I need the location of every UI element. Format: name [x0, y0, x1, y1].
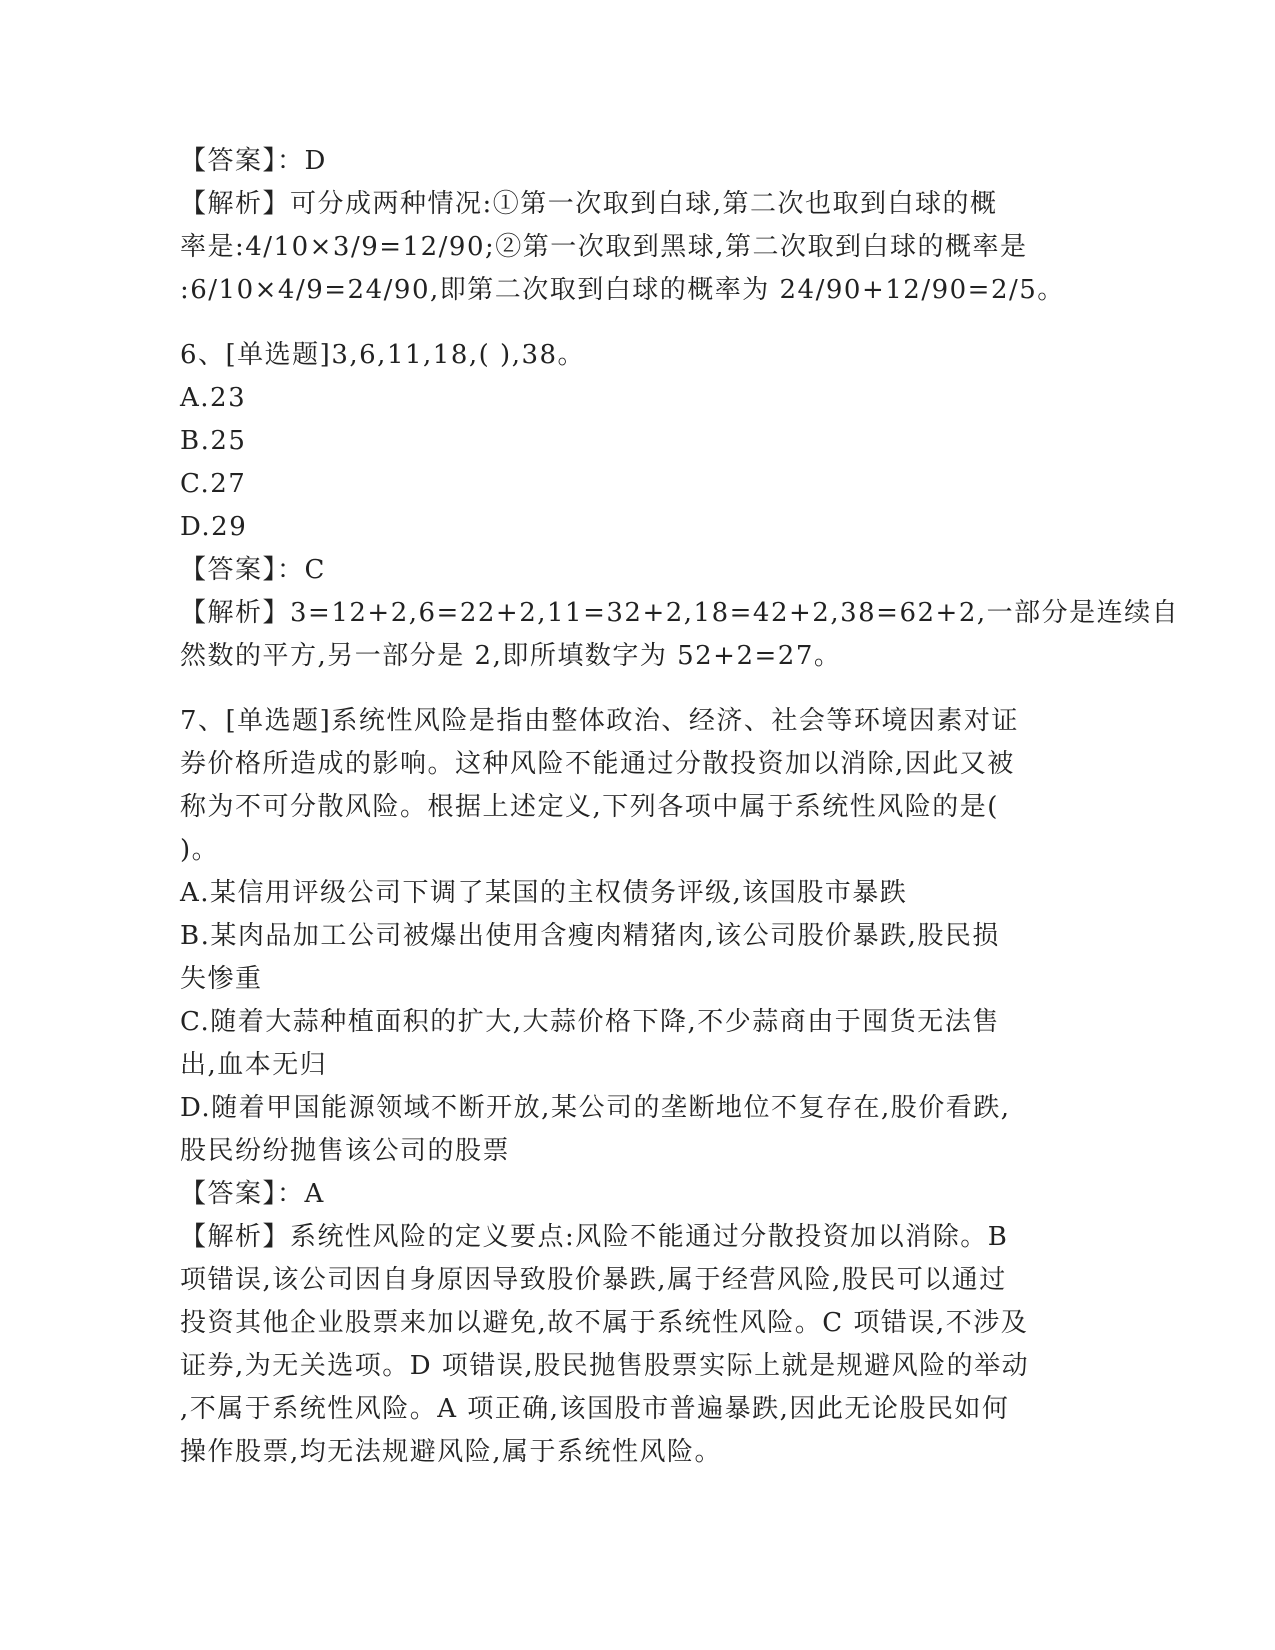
option-a-q7: A.某信用评级公司下调了某国的主权债务评级,该国股市暴跌: [180, 878, 908, 908]
option-c-q7: C.随着大蒜种植面积的扩大,大蒜价格下降,不少蒜商由于囤货无法售: [180, 1007, 1000, 1037]
option-c-q6: C.27: [180, 469, 247, 499]
question-stem-q7: 券价格所造成的影响。这种风险不能通过分散投资加以消除,因此又被: [180, 749, 1015, 779]
question-stem-q7: )。: [180, 835, 220, 865]
option-d-q7: 股民纷纷抛售该公司的股票: [180, 1136, 511, 1166]
answer-line-q7: 【答案】：A: [180, 1179, 325, 1209]
option-d-q7: D.随着甲国能源领域不断开放,某公司的垄断地位不复存在,股价看跌,: [180, 1093, 1011, 1123]
option-c-q7: 出,血本无归: [180, 1050, 328, 1080]
answer-line-q5: 【答案】：D: [180, 146, 327, 176]
option-d-q6: D.29: [180, 512, 248, 542]
analysis-line-q7: 项错误,该公司因自身原因导致股价暴跌,属于经营风险,股民可以通过: [180, 1265, 1007, 1295]
analysis-line-q7: 【解析】系统性风险的定义要点:风险不能通过分散投资加以消除。B: [180, 1222, 1009, 1252]
option-a-q6: A.23: [180, 383, 247, 413]
analysis-line-q5: :6/10×4/9=24/90,即第二次取到白球的概率为 24/90+12/90=2/5。: [180, 275, 1065, 305]
spacer: [180, 312, 1080, 334]
analysis-line-q5: 率是:4/10×3/9=12/90;②第一次取到黑球,第二次取到白球的概率是: [180, 232, 1028, 262]
question-stem-q7: 7、[单选题]系统性风险是指由整体政治、经济、社会等环境因素对证: [180, 706, 1019, 736]
answer-line-q6: 【答案】：C: [180, 555, 326, 585]
analysis-line-q6: 然数的平方,另一部分是 2,即所填数字为 52+2=27。: [180, 641, 842, 671]
analysis-line-q6: 【解析】3=12+2,6=22+2,11=32+2,18=42+2,38=62+2,一部分是连续自: [180, 598, 1180, 628]
option-b-q6: B.25: [180, 426, 247, 456]
analysis-line-q7: 操作股票,均无法规避风险,属于系统性风险。: [180, 1437, 723, 1467]
spacer: [180, 678, 1080, 700]
option-b-q7: B.某肉品加工公司被爆出使用含瘦肉精猪肉,该公司股价暴跌,股民损: [180, 921, 1000, 951]
question-stem-q6: 6、[单选题]3,6,11,18,( ),38。: [180, 340, 586, 370]
question-stem-q7: 称为不可分散风险。根据上述定义,下列各项中属于系统性风险的是(: [180, 792, 999, 822]
option-b-q7: 失惨重: [180, 964, 263, 994]
document-page: [180, 140, 1180, 1474]
analysis-line-q7: 投资其他企业股票来加以避免,故不属于系统性风险。C 项错误,不涉及: [180, 1308, 1029, 1338]
analysis-line-q5: 【解析】可分成两种情况:①第一次取到白球,第二次也取到白球的概: [180, 189, 998, 219]
analysis-line-q7: 证券,为无关选项。D 项错误,股民抛售股票实际上就是规避风险的举动: [180, 1351, 1030, 1381]
analysis-line-q7: ,不属于系统性风险。A 项正确,该国股市普遍暴跌,因此无论股民如何: [180, 1394, 1010, 1424]
